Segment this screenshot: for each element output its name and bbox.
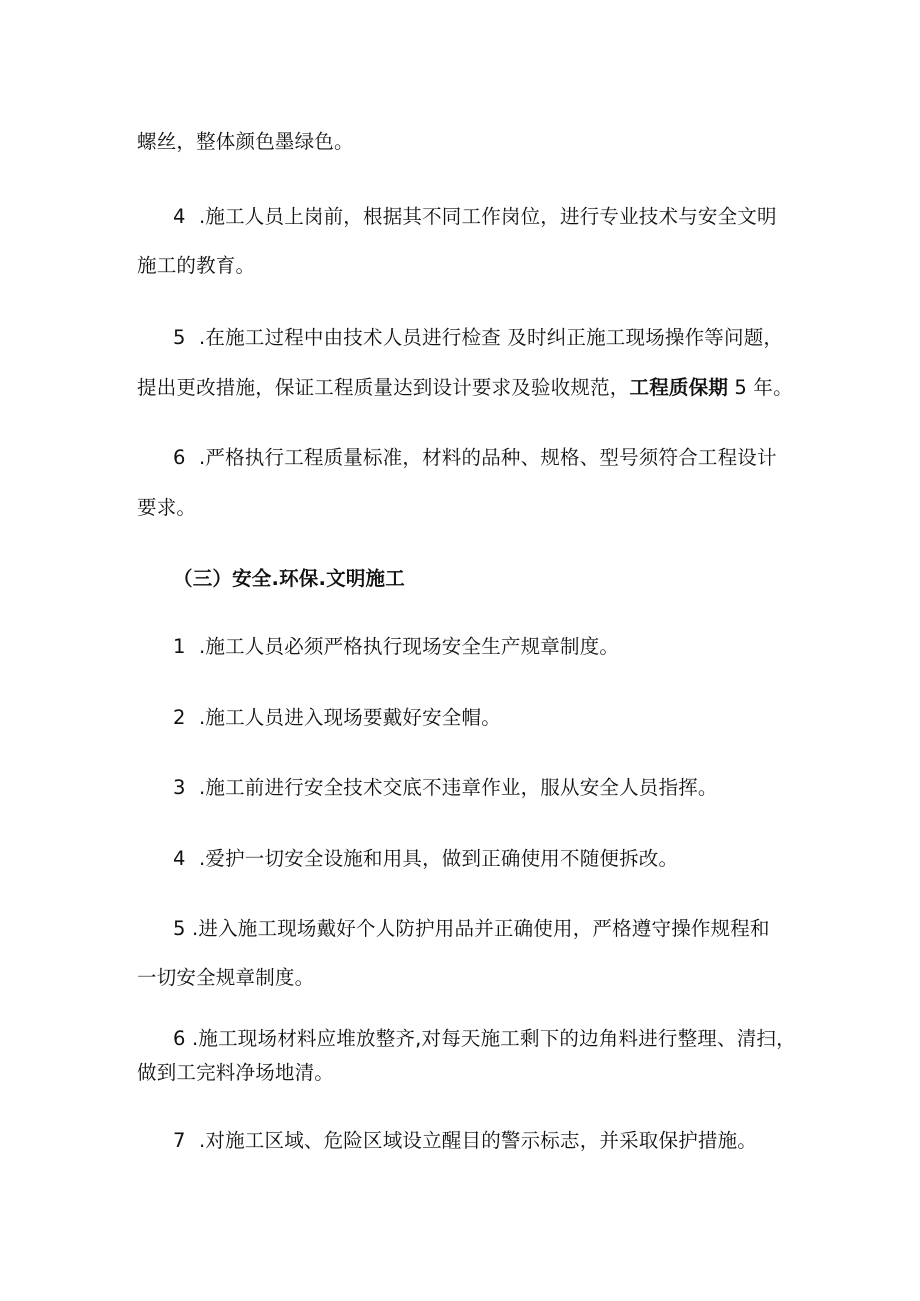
item-text: .严格执行工程质量标准，材料的品种、规格、型号须符合工程设计	[199, 446, 777, 469]
item-number: 5	[173, 326, 186, 349]
item-text: .对施工区域、危险区域设立醒目的警示标志，并采取保护措施。	[199, 1129, 757, 1152]
item-text: .施工人员进入现场要戴好安全帽。	[199, 706, 501, 729]
item-6-line-1	[173, 444, 777, 472]
item-number: 6	[173, 446, 186, 469]
paragraph-continuation: 螺丝，整体颜色墨绿色。	[137, 130, 354, 153]
item-4-line-2: 施工的教育。	[137, 254, 256, 277]
warranty-period-value: 5 年。	[728, 376, 793, 399]
item-6-line-2: 要求。	[137, 496, 197, 519]
item-text: .施工人员必须严格执行现场安全生产规章制度。	[199, 635, 620, 658]
item-5-line-1	[173, 324, 783, 352]
warranty-period-label: 工程质保期	[629, 376, 729, 399]
item-number: 4	[173, 847, 186, 870]
safety-item-7	[173, 1127, 757, 1155]
item-text: .施工前进行安全技术交底不违章作业，服从安全人员指挥。	[199, 776, 718, 799]
item-text: .在施工过程中由技术人员进行检查 及时纠正施工现场操作等问题，	[199, 326, 784, 349]
safety-item-5-line-1: 5 .进入施工现场戴好个人防护用品并正确使用，严格遵守操作规程和	[173, 917, 770, 940]
item-number: 1	[173, 635, 186, 658]
item-text: 提出更改措施，保证工程质量达到设计要求及验收规范，	[137, 376, 630, 399]
safety-item-6-line-2: 做到工完料净场地清。	[137, 1061, 335, 1084]
safety-item-4	[173, 845, 678, 873]
section-heading: （三）安全.环保.文明施工	[173, 567, 405, 590]
safety-item-5-line-2: 一切安全规章制度。	[137, 966, 315, 989]
item-text: .爱护一切安全设施和用具，做到正确使用不随便拆改。	[199, 847, 679, 870]
item-number: 7	[173, 1129, 186, 1152]
item-number: 2	[173, 706, 186, 729]
safety-item-1	[173, 633, 619, 661]
item-5-line-2	[137, 374, 793, 402]
item-4-line-1	[173, 203, 777, 231]
item-text: .施工人员上岗前，根据其不同工作岗位，进行专业技术与安全文明	[199, 205, 777, 228]
item-number: 3	[173, 776, 186, 799]
safety-item-2	[173, 704, 501, 732]
safety-item-3	[173, 774, 718, 802]
item-number: 4	[173, 205, 186, 228]
safety-item-6-line-1: 6 .施工现场材料应堆放整齐,对每天施工剩下的边角料进行整理、清扫，	[173, 1027, 796, 1050]
